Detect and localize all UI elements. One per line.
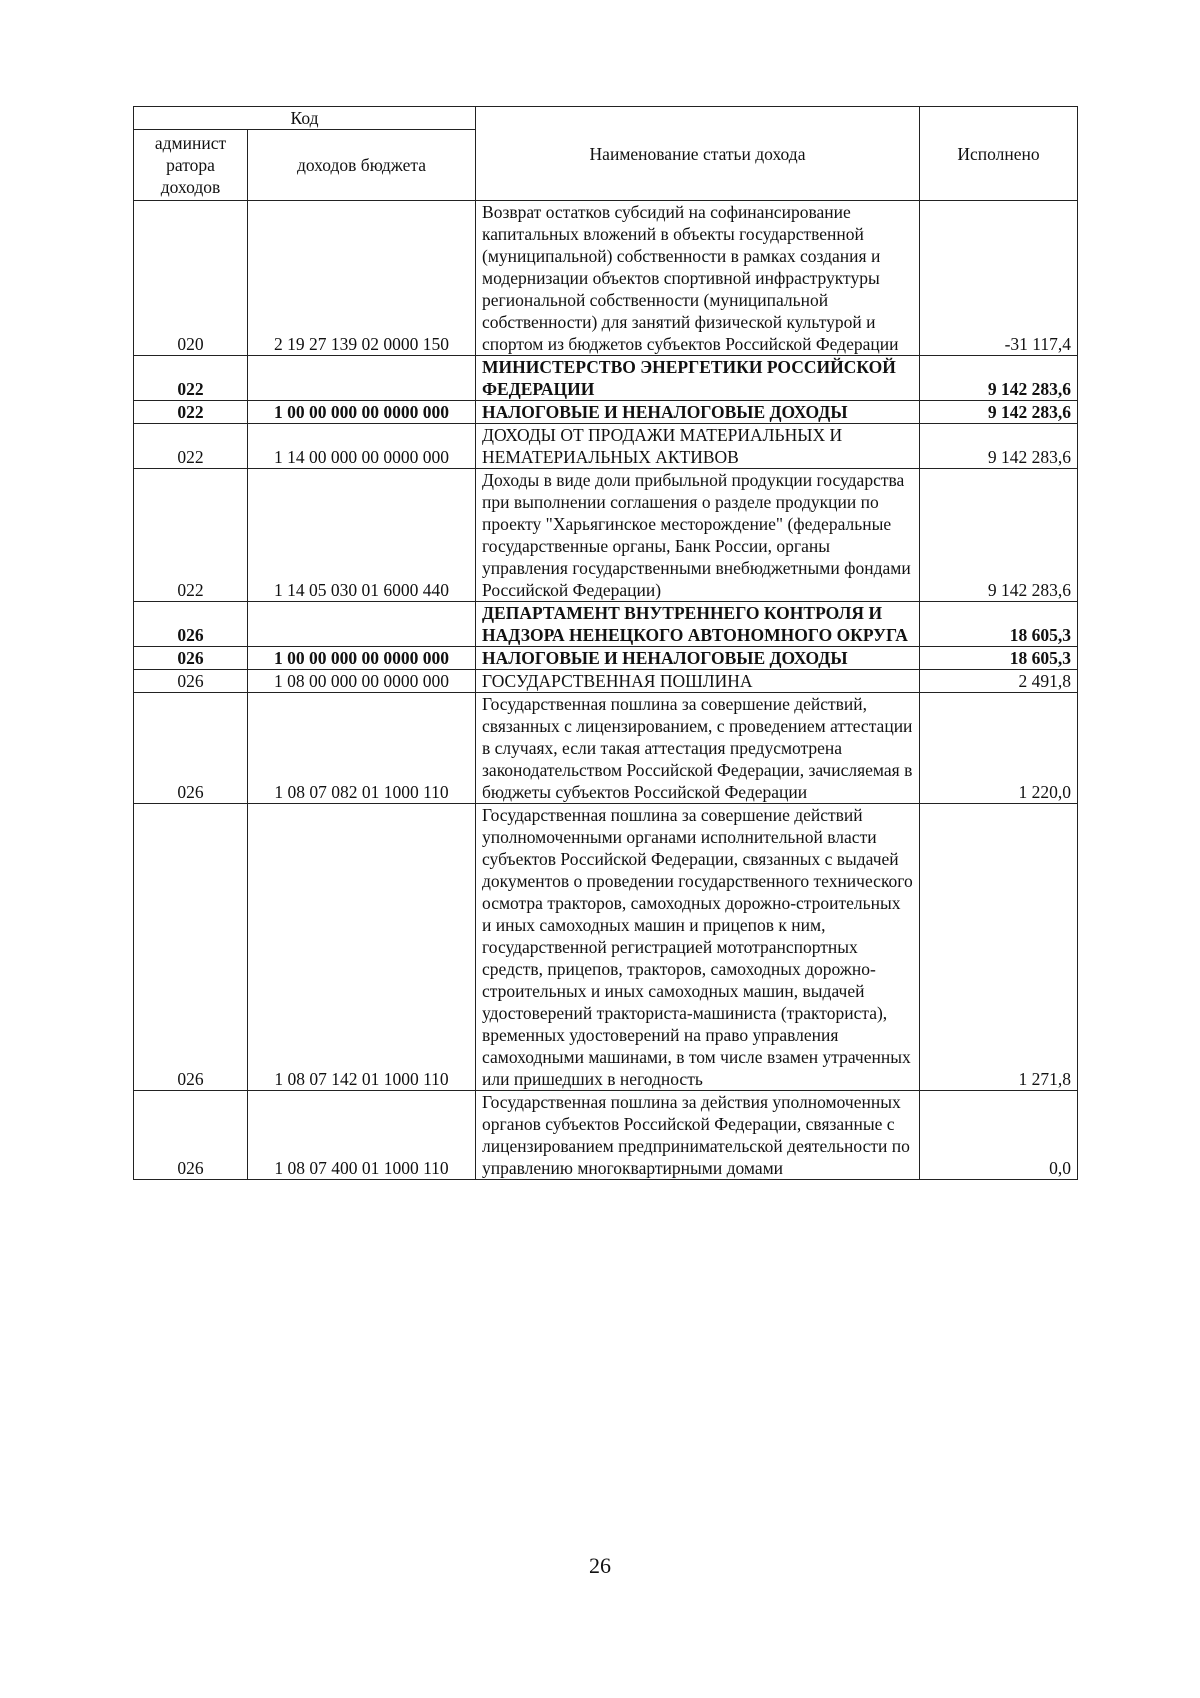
admin-code-cell: 026 [134, 602, 248, 647]
table-row [134, 424, 1078, 469]
income-name-cell: ДЕПАРТАМЕНТ ВНУТРЕННЕГО КОНТРОЛЯ И НАДЗОРА НЕНЕЦКОГО АВТОНОМНОГО ОКРУГА [476, 602, 920, 647]
table-row [134, 647, 1078, 670]
admin-code-cell: 026 [134, 804, 248, 1091]
income-code-cell: 1 08 07 142 01 1000 110 [248, 804, 476, 1091]
income-code-cell [248, 356, 476, 401]
table-row [134, 1091, 1078, 1180]
executed-value-cell: -31 117,4 [920, 201, 1078, 356]
income-code-cell: 1 08 07 400 01 1000 110 [248, 1091, 476, 1180]
admin-code-cell: 026 [134, 647, 248, 670]
table-row [134, 469, 1078, 602]
table-row [134, 602, 1078, 647]
income-name-cell: Государственная пошлина за действия уполномоченных органов субъектов Российской Федерации, связанные с лицензированием предпринимательской деятельности по управлению многоквартирными домами [476, 1091, 920, 1180]
admin-code-cell: 026 [134, 670, 248, 693]
table-row [134, 670, 1078, 693]
header-name: Наименование статьи дохода [476, 107, 920, 201]
executed-value-cell: 1 220,0 [920, 693, 1078, 804]
table-row [134, 804, 1078, 1091]
income-code-cell: 1 14 00 000 00 0000 000 [248, 424, 476, 469]
income-code-cell: 1 00 00 000 00 0000 000 [248, 647, 476, 670]
page-number: 26 [589, 1553, 611, 1578]
income-code-cell: 2 19 27 139 02 0000 150 [248, 201, 476, 356]
executed-value-cell: 1 271,8 [920, 804, 1078, 1091]
income-code-cell: 1 08 00 000 00 0000 000 [248, 670, 476, 693]
income-name-cell: МИНИСТЕРСТВО ЭНЕРГЕТИКИ РОССИЙСКОЙ ФЕДЕРАЦИИ [476, 356, 920, 401]
income-code-cell: 1 08 07 082 01 1000 110 [248, 693, 476, 804]
executed-value-cell: 9 142 283,6 [920, 401, 1078, 424]
admin-code-cell: 020 [134, 201, 248, 356]
executed-value-cell: 9 142 283,6 [920, 424, 1078, 469]
admin-code-cell: 022 [134, 424, 248, 469]
executed-value-cell: 9 142 283,6 [920, 356, 1078, 401]
table-row [134, 201, 1078, 356]
header-admin: админист ратора доходов [134, 130, 248, 201]
admin-code-cell: 026 [134, 1091, 248, 1180]
income-name-cell: ГОСУДАРСТВЕННАЯ ПОШЛИНА [476, 670, 920, 693]
executed-value-cell: 9 142 283,6 [920, 469, 1078, 602]
admin-code-cell: 022 [134, 401, 248, 424]
income-code-cell [248, 602, 476, 647]
income-name-cell: ДОХОДЫ ОТ ПРОДАЖИ МАТЕРИАЛЬНЫХ И НЕМАТЕРИАЛЬНЫХ АКТИВОВ [476, 424, 920, 469]
table-row [134, 356, 1078, 401]
income-name-cell: Доходы в виде доли прибыльной продукции государства при выполнении соглашения о разделе продукции по проекту "Харьягинское месторождение" (федеральные государственные органы, Банк России, органы управления государственными внебюджетными фондами Российской Федерации) [476, 469, 920, 602]
header-kod: Код [134, 107, 476, 130]
executed-value-cell: 18 605,3 [920, 602, 1078, 647]
income-code-cell: 1 14 05 030 01 6000 440 [248, 469, 476, 602]
executed-value-cell: 2 491,8 [920, 670, 1078, 693]
executed-value-cell: 18 605,3 [920, 647, 1078, 670]
header-executed: Исполнено [920, 107, 1078, 201]
table-row [134, 401, 1078, 424]
admin-code-cell: 022 [134, 356, 248, 401]
executed-value-cell: 0,0 [920, 1091, 1078, 1180]
income-name-cell: НАЛОГОВЫЕ И НЕНАЛОГОВЫЕ ДОХОДЫ [476, 647, 920, 670]
table-row [134, 693, 1078, 804]
admin-code-cell: 022 [134, 469, 248, 602]
income-code-cell: 1 00 00 000 00 0000 000 [248, 401, 476, 424]
admin-code-cell: 026 [134, 693, 248, 804]
income-name-cell: Государственная пошлина за совершение действий уполномоченными органами исполнительной власти субъектов Российской Федерации, связанных с выдачей документов о проведении государственного технического осмотра тракторов, самоходных дорожно-строительных и иных самоходных машин и прицепов к ним, государственной регистрацией мототранспортных средств, прицепов, тракторов, самоходных дорожно-строительных и иных самоходных машин, выдачей удостоверений тракториста-машиниста (тракториста), временных удостоверений на право управления самоходными машинами, в том числе взамен утраченных или пришедших в негодность [476, 804, 920, 1091]
budget-income-table [133, 106, 1078, 1180]
header-income-code: доходов бюджета [248, 130, 476, 201]
income-name-cell: Государственная пошлина за совершение действий, связанных с лицензированием, с проведением аттестации в случаях, если такая аттестация предусмотрена законодательством Российской Федерации, зачисляемая в бюджеты субъектов Российской Федерации [476, 693, 920, 804]
income-name-cell: Возврат остатков субсидий на софинансирование капитальных вложений в объекты государственной (муниципальной) собственности в рамках создания и модернизации объектов спортивной инфраструктуры региональной собственности (муниципальной собственности) для занятий физической культурой и спортом из бюджетов субъектов Российской Федерации [476, 201, 920, 356]
income-name-cell: НАЛОГОВЫЕ И НЕНАЛОГОВЫЕ ДОХОДЫ [476, 401, 920, 424]
